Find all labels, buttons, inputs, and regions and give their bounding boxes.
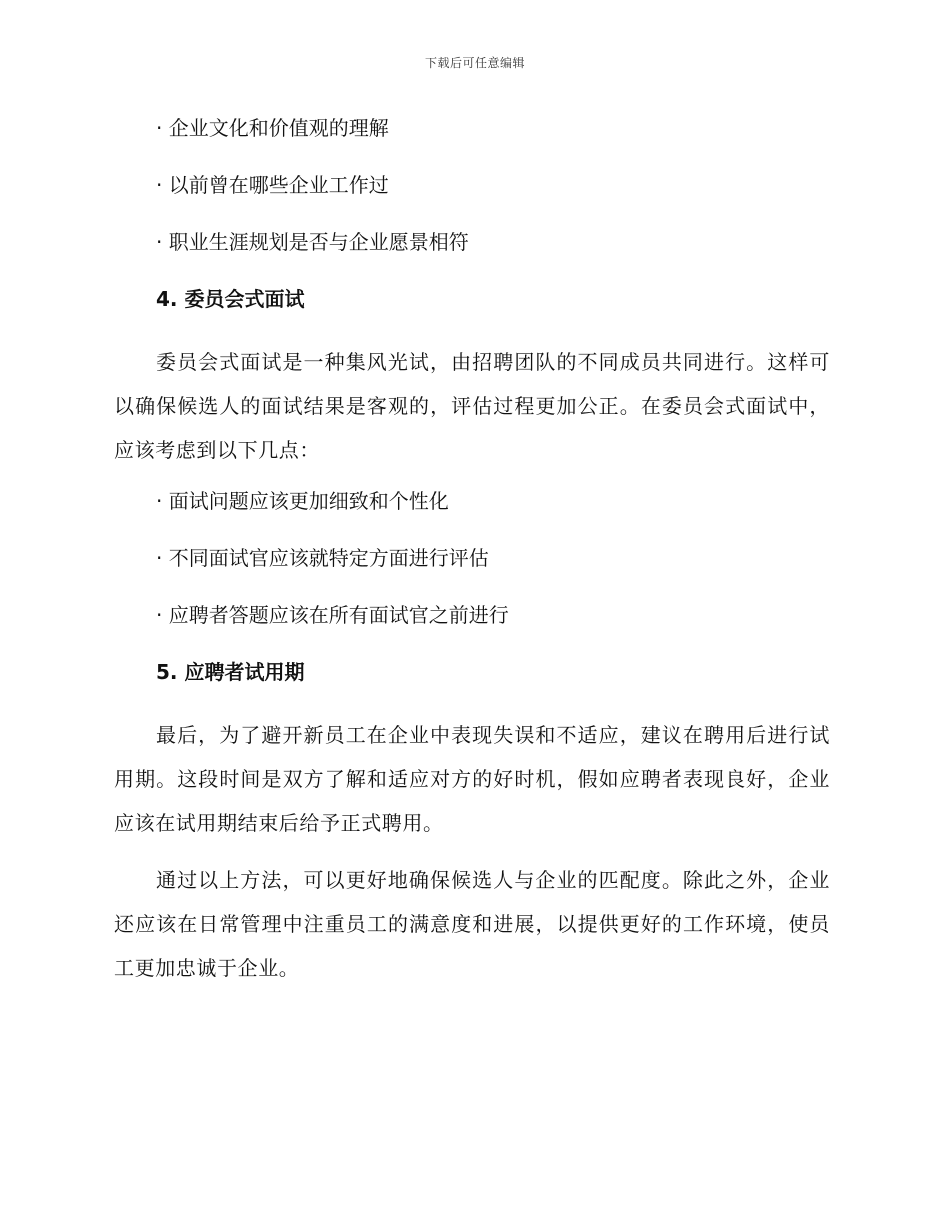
document-body [114, 112, 830, 1003]
bullet-item: · 面试问题应该更加细致和个性化 [156, 489, 449, 513]
bullet-item: · 以前曾在哪些企业工作过 [156, 173, 389, 197]
bullet-item: · 职业生涯规划是否与企业愿景相符 [156, 230, 469, 254]
bullet-item: · 企业文化和价值观的理解 [156, 116, 389, 140]
conclusion-paragraph: 通过以上方法，可以更好地确保候选人与企业的匹配度。除此之外，企业还应该在日常管理中注重员工的满意度和进展，以提供更好的工作环境，使员工更加忠诚于企业。 [114, 868, 830, 980]
section-4-paragraph: 委员会式面试是一种集风光试，由招聘团队的不同成员共同进行。这样可以确保候选人的面试结果是客观的，评估过程更加公正。在委员会式面试中，应该考虑到以下几点： [114, 350, 830, 462]
bullet-item: · 应聘者答题应该在所有面试官之前进行 [156, 603, 509, 627]
bullet-item: · 不同面试官应该就特定方面进行评估 [156, 546, 489, 570]
section-heading-4: 4. 委员会式面试 [156, 287, 305, 311]
section-heading-5: 5. 应聘者试用期 [156, 660, 305, 684]
page-header: 下载后可任意编辑 [424, 56, 525, 70]
section-5-paragraph: 最后，为了避开新员工在企业中表现失误和不适应，建议在聘用后进行试用期。这段时间是双方了解和适应对方的好时机，假如应聘者表现良好，企业应该在试用期结束后给予正式聘用。 [114, 723, 830, 835]
